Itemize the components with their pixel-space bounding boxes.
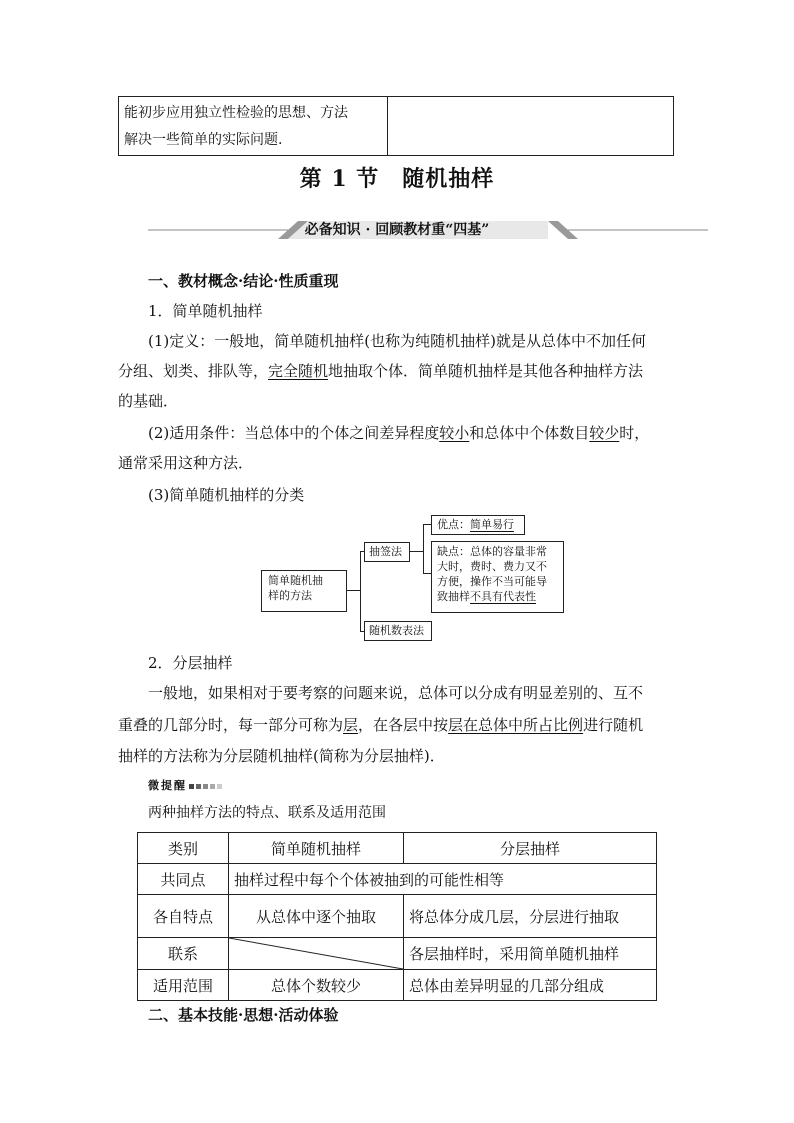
condition-line-1: (2)适用条件：当总体中的个体之间差异程度较小和总体中个体数目较少时， xyxy=(148,424,650,442)
root-line-1: 简单随机抽 xyxy=(268,574,323,587)
condition-line-2: 通常采用这种方法． xyxy=(118,454,254,472)
table-cell: 抽样过程中每个个体被抽到的可能性相等 xyxy=(229,864,657,895)
objective-text xyxy=(124,100,382,154)
table-divider xyxy=(387,97,388,155)
item-title-simple-random: 1．简单随机抽样 xyxy=(148,302,263,320)
table-row xyxy=(138,895,657,938)
objective-line-2: 解决一些简单的实际问题. xyxy=(124,132,283,148)
chapter-title: 第 1 节 随机抽样 xyxy=(299,166,495,192)
table-row xyxy=(138,833,657,864)
table-cell: 从总体中逐个抽取 xyxy=(229,895,404,938)
stratified-line-1: 一般地，如果相对于要考察的问题来说，总体可以分成有明显差别的、互不 xyxy=(148,684,644,702)
table-cell: 适用范围 xyxy=(138,970,229,1001)
tip-title: 两种抽样方法的特点、联系及适用范围 xyxy=(148,805,386,821)
table-row xyxy=(138,970,657,1001)
table-cell: 各层抽样时，采用简单随机抽样 xyxy=(404,938,657,970)
underlined-term: 较少 xyxy=(589,424,620,442)
diagonal-line xyxy=(229,938,403,969)
definition-line-2: 分组、划类、排队等，完全随机地抽取个体．简单随机抽样是其他各种抽样方法 xyxy=(118,362,644,380)
connector xyxy=(360,551,361,632)
underlined-term: 完全随机 xyxy=(268,362,329,380)
diagram-node-random-table: 随机数表法 xyxy=(364,621,432,641)
section-heading-2: 二、基本技能·思想·活动体验 xyxy=(148,1006,339,1024)
table-header: 分层抽样 xyxy=(404,833,657,864)
underlined-term: 层在总体中所占比例 xyxy=(448,716,584,734)
objective-table xyxy=(118,96,674,156)
stratified-line-3: 抽样的方法称为分层随机抽样(简称为分层抽样)． xyxy=(118,747,445,765)
table-row xyxy=(138,938,657,970)
table-cell: 共同点 xyxy=(138,864,229,895)
table-cell-diagonal xyxy=(229,938,404,970)
table-cell: 总体由差异明显的几部分组成 xyxy=(404,970,657,1001)
table-cell: 总体个数较少 xyxy=(229,970,404,1001)
tip-dots-decoration xyxy=(187,779,222,792)
classification-title: (3)简单随机抽样的分类 xyxy=(148,486,305,504)
underlined-term: 较小 xyxy=(439,424,470,442)
diagram-node-disadvantage xyxy=(431,541,564,613)
underlined-term: 层 xyxy=(343,716,359,734)
root-line-2: 样的方法 xyxy=(268,589,312,602)
disadvantage-line: 缺点：总体的容量非常 xyxy=(437,545,547,558)
section-banner-title: 必备知识 · 回顾教材重“四基” xyxy=(304,222,490,238)
table-cell: 将总体分成几层，分层进行抽取 xyxy=(404,895,657,938)
underlined-term: 简单易行 xyxy=(470,518,514,531)
disadvantage-line: 致抽样不具有代表性 xyxy=(437,590,536,603)
objective-line-1: 能初步应用独立性检验的思想、方法 xyxy=(124,105,348,121)
diagram-node-lottery: 抽签法 xyxy=(364,542,410,562)
definition-line-3: 的基础． xyxy=(118,392,179,410)
disadvantage-line: 方便，操作不当可能导 xyxy=(437,575,547,588)
item-title-stratified: 2．分层抽样 xyxy=(148,654,233,672)
table-row xyxy=(138,864,657,895)
definition-line-1: (1)定义：一般地，简单随机抽样(也称为纯随机抽样)就是从总体中不加任何 xyxy=(148,332,646,350)
table-cell: 联系 xyxy=(138,938,229,970)
table-cell: 各自特点 xyxy=(138,895,229,938)
underlined-term: 不具有代表性 xyxy=(470,590,536,603)
diagram-node-advantage: 优点：简单易行 xyxy=(431,515,525,535)
table-header: 类别 xyxy=(138,833,229,864)
comparison-table xyxy=(137,832,657,1001)
disadvantage-line: 大时，费时、费力又不 xyxy=(437,560,547,573)
stratified-line-2: 重叠的几部分时，每一部分可称为层，在各层中按层在总体中所占比例进行随机 xyxy=(118,716,644,734)
diagram-root-node xyxy=(261,570,347,612)
tip-label: 微提醒 xyxy=(148,778,222,794)
section-heading-1: 一、教材概念·结论·性质重现 xyxy=(148,272,339,290)
connector xyxy=(347,590,361,591)
connector xyxy=(410,551,424,552)
connector xyxy=(423,524,424,574)
table-header: 简单随机抽样 xyxy=(229,833,404,864)
